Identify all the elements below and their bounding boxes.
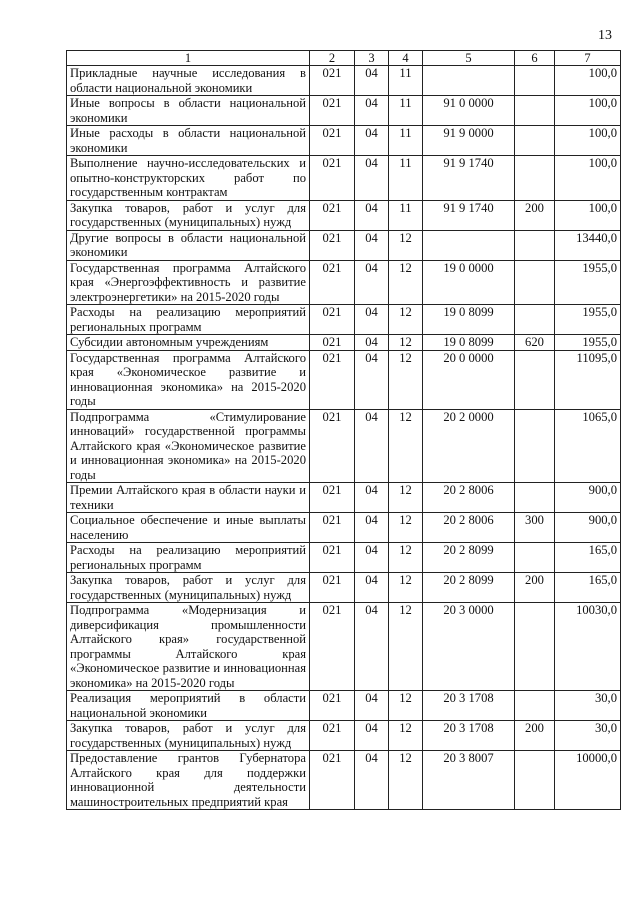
- amount: 1955,0: [555, 335, 621, 351]
- expense-type-code: [515, 603, 555, 691]
- expense-type-code: 200: [515, 200, 555, 230]
- target-article-code: 20 2 8099: [423, 573, 515, 603]
- expense-type-code: [515, 260, 555, 305]
- section-code: 04: [355, 483, 389, 513]
- expense-type-code: [515, 350, 555, 409]
- header-col-2: 2: [310, 51, 355, 66]
- admin-code: 021: [310, 483, 355, 513]
- subsection-code: 11: [389, 66, 423, 96]
- subsection-code: 11: [389, 156, 423, 201]
- row-name: Социальное обеспечение и иные выплаты населению: [67, 513, 310, 543]
- amount: 165,0: [555, 573, 621, 603]
- section-code: 04: [355, 200, 389, 230]
- table-row: [67, 230, 621, 260]
- subsection-code: 11: [389, 200, 423, 230]
- target-article-code: 19 0 8099: [423, 335, 515, 351]
- admin-code: 021: [310, 721, 355, 751]
- header-col-1: 1: [67, 51, 310, 66]
- section-code: 04: [355, 260, 389, 305]
- subsection-code: 12: [389, 260, 423, 305]
- section-code: 04: [355, 603, 389, 691]
- amount: 10000,0: [555, 751, 621, 810]
- target-article-code: 91 9 1740: [423, 156, 515, 201]
- subsection-code: 12: [389, 603, 423, 691]
- target-article-code: 20 3 0000: [423, 603, 515, 691]
- target-article-code: 20 3 1708: [423, 691, 515, 721]
- section-code: 04: [355, 96, 389, 126]
- expense-type-code: [515, 126, 555, 156]
- table-header: [67, 51, 621, 66]
- admin-code: 021: [310, 260, 355, 305]
- section-code: 04: [355, 721, 389, 751]
- expense-type-code: 620: [515, 335, 555, 351]
- admin-code: 021: [310, 66, 355, 96]
- section-code: 04: [355, 230, 389, 260]
- row-name: Закупка товаров, работ и услуг для государственных (муниципальных) нужд: [67, 573, 310, 603]
- admin-code: 021: [310, 350, 355, 409]
- target-article-code: 19 0 0000: [423, 260, 515, 305]
- section-code: 04: [355, 305, 389, 335]
- table-row: [67, 721, 621, 751]
- expense-type-code: [515, 543, 555, 573]
- section-code: 04: [355, 691, 389, 721]
- table-row: [67, 260, 621, 305]
- subsection-code: 12: [389, 350, 423, 409]
- section-code: 04: [355, 751, 389, 810]
- amount: 100,0: [555, 156, 621, 201]
- target-article-code: 20 0 0000: [423, 350, 515, 409]
- amount: 100,0: [555, 66, 621, 96]
- admin-code: 021: [310, 543, 355, 573]
- admin-code: 021: [310, 513, 355, 543]
- expense-type-code: [515, 66, 555, 96]
- table-row: [67, 156, 621, 201]
- amount: 1955,0: [555, 260, 621, 305]
- expense-type-code: [515, 691, 555, 721]
- amount: 1955,0: [555, 305, 621, 335]
- section-code: 04: [355, 409, 389, 483]
- admin-code: 021: [310, 230, 355, 260]
- row-name: Прикладные научные исследования в области национальной экономики: [67, 66, 310, 96]
- expense-type-code: [515, 483, 555, 513]
- row-name: Реализация мероприятий в области национальной экономики: [67, 691, 310, 721]
- expense-type-code: [515, 305, 555, 335]
- expense-type-code: [515, 96, 555, 126]
- row-name: Подпрограмма «Модернизация и диверсификация промышленности Алтайского края» государственной программы Алтайского края «Экономическое развитие и инновационная экономика» на 2015-2020 годы: [67, 603, 310, 691]
- table-row: [67, 350, 621, 409]
- section-code: 04: [355, 156, 389, 201]
- row-name: Расходы на реализацию мероприятий региональных программ: [67, 305, 310, 335]
- target-article-code: 91 0 0000: [423, 96, 515, 126]
- table-row: [67, 751, 621, 810]
- expense-type-code: 200: [515, 573, 555, 603]
- subsection-code: 12: [389, 691, 423, 721]
- target-article-code: 19 0 8099: [423, 305, 515, 335]
- table-row: [67, 513, 621, 543]
- target-article-code: [423, 66, 515, 96]
- section-code: 04: [355, 543, 389, 573]
- row-name: Закупка товаров, работ и услуг для государственных (муниципальных) нужд: [67, 200, 310, 230]
- table-row: [67, 691, 621, 721]
- subsection-code: 12: [389, 513, 423, 543]
- table-row: [67, 305, 621, 335]
- admin-code: 021: [310, 96, 355, 126]
- amount: 100,0: [555, 126, 621, 156]
- target-article-code: 91 9 1740: [423, 200, 515, 230]
- amount: 1065,0: [555, 409, 621, 483]
- admin-code: 021: [310, 200, 355, 230]
- subsection-code: 11: [389, 96, 423, 126]
- table-row: [67, 409, 621, 483]
- table-row: [67, 483, 621, 513]
- subsection-code: 11: [389, 126, 423, 156]
- amount: 30,0: [555, 691, 621, 721]
- subsection-code: 12: [389, 409, 423, 483]
- section-code: 04: [355, 66, 389, 96]
- row-name: Подпрограмма «Стимулирование инноваций» государственной программы Алтайского края «Экономическое развитие и инновационная экономика» на 2015-2020 годы: [67, 409, 310, 483]
- header-col-4: 4: [389, 51, 423, 66]
- row-name: Иные расходы в области национальной экономики: [67, 126, 310, 156]
- admin-code: 021: [310, 156, 355, 201]
- admin-code: 021: [310, 691, 355, 721]
- amount: 11095,0: [555, 350, 621, 409]
- amount: 100,0: [555, 200, 621, 230]
- subsection-code: 12: [389, 751, 423, 810]
- admin-code: 021: [310, 603, 355, 691]
- page-number: 13: [598, 28, 612, 43]
- table-row: [67, 126, 621, 156]
- header-row: [67, 51, 621, 66]
- admin-code: 021: [310, 409, 355, 483]
- target-article-code: 20 2 0000: [423, 409, 515, 483]
- expense-type-code: 300: [515, 513, 555, 543]
- target-article-code: 91 9 0000: [423, 126, 515, 156]
- admin-code: 021: [310, 126, 355, 156]
- table-row: [67, 66, 621, 96]
- table-row: [67, 603, 621, 691]
- header-col-3: 3: [355, 51, 389, 66]
- expense-type-code: [515, 156, 555, 201]
- row-name: Другие вопросы в области национальной экономики: [67, 230, 310, 260]
- subsection-code: 12: [389, 230, 423, 260]
- amount: 100,0: [555, 96, 621, 126]
- header-col-5: 5: [423, 51, 515, 66]
- admin-code: 021: [310, 305, 355, 335]
- budget-table: [66, 50, 621, 810]
- header-col-7: 7: [555, 51, 621, 66]
- expense-type-code: [515, 751, 555, 810]
- amount: 30,0: [555, 721, 621, 751]
- admin-code: 021: [310, 751, 355, 810]
- table-row: [67, 543, 621, 573]
- row-name: Государственная программа Алтайского края «Экономическое развитие и инновационная экономика» на 2015-2020 годы: [67, 350, 310, 409]
- row-name: Предоставление грантов Губернатора Алтайского края для поддержки инновационной деятельности машиностроительных предприятий края: [67, 751, 310, 810]
- admin-code: 021: [310, 335, 355, 351]
- row-name: Государственная программа Алтайского края «Энергоэффективность и развитие электроэнергетики» на 2015-2020 годы: [67, 260, 310, 305]
- row-name: Субсидии автономным учреждениям: [67, 335, 310, 351]
- subsection-code: 12: [389, 483, 423, 513]
- subsection-code: 12: [389, 573, 423, 603]
- target-article-code: 20 2 8006: [423, 483, 515, 513]
- table-row: [67, 573, 621, 603]
- section-code: 04: [355, 513, 389, 543]
- subsection-code: 12: [389, 721, 423, 751]
- amount: 165,0: [555, 543, 621, 573]
- expense-type-code: 200: [515, 721, 555, 751]
- row-name: Премии Алтайского края в области науки и техники: [67, 483, 310, 513]
- section-code: 04: [355, 126, 389, 156]
- section-code: 04: [355, 573, 389, 603]
- table-row: [67, 335, 621, 351]
- row-name: Расходы на реализацию мероприятий региональных программ: [67, 543, 310, 573]
- subsection-code: 12: [389, 543, 423, 573]
- row-name: Выполнение научно-исследовательских и опытно-конструкторских работ по государственным контрактам: [67, 156, 310, 201]
- target-article-code: 20 3 8007: [423, 751, 515, 810]
- expense-type-code: [515, 230, 555, 260]
- table-body: [67, 66, 621, 810]
- table-row: [67, 96, 621, 126]
- target-article-code: 20 2 8006: [423, 513, 515, 543]
- amount: 13440,0: [555, 230, 621, 260]
- subsection-code: 12: [389, 335, 423, 351]
- subsection-code: 12: [389, 305, 423, 335]
- admin-code: 021: [310, 573, 355, 603]
- row-name: Закупка товаров, работ и услуг для государственных (муниципальных) нужд: [67, 721, 310, 751]
- amount: 10030,0: [555, 603, 621, 691]
- section-code: 04: [355, 350, 389, 409]
- section-code: 04: [355, 335, 389, 351]
- table-row: [67, 200, 621, 230]
- target-article-code: [423, 230, 515, 260]
- expense-type-code: [515, 409, 555, 483]
- amount: 900,0: [555, 483, 621, 513]
- amount: 900,0: [555, 513, 621, 543]
- header-col-6: 6: [515, 51, 555, 66]
- target-article-code: 20 2 8099: [423, 543, 515, 573]
- row-name: Иные вопросы в области национальной экономики: [67, 96, 310, 126]
- target-article-code: 20 3 1708: [423, 721, 515, 751]
